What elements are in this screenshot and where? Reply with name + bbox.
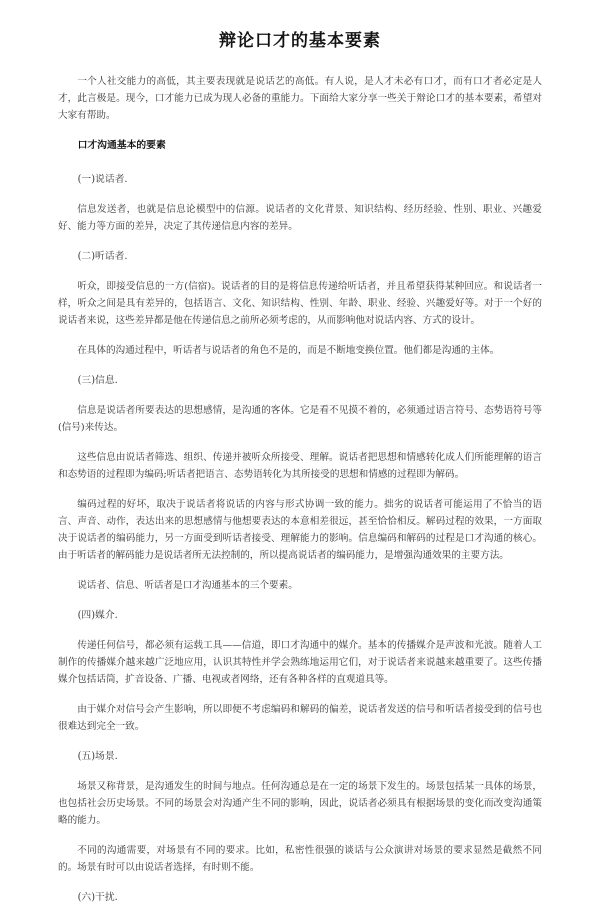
body-paragraph: 信息发送者，也就是信息论模型中的信源。说话者的文化背景、知识结构、经历经验、性别、职业、兴趣爱好、能力等方面的差异，决定了其传递信息内容的差异。 (58, 204, 542, 232)
subsection-heading: (三)信息. (77, 375, 118, 386)
body-paragraph: 编码过程的好坏，取决于说话者将说话的内容与形式协调一致的能力。拙劣的说话者可能运用了不恰当的语言、声音、动作，表达出来的思想感情与他想要表达的本意相差很远，甚至恰恰相反。解码过程的效果，一方面取决于说话者的编码能力，另一方面受到听话者接受、理解能力的影响。信息编码和解码的过程是口才沟通的核心。由于听话者的解码能力是说话者所无法控制的，所以提高说话者的编码能力，是增强沟通效果的主要方法。 (58, 499, 542, 561)
section-heading: 口才沟通基本的要素 (77, 140, 166, 151)
body-paragraph: 听众，即接受信息的一方(信宿)。说话者的目的是将信息传递给听话者，并且希望获得某种回应。和说话者一样，听众之间是具有差异的，包括语言、文化、知识结构、性别、年龄、职业、经验、兴趣爱好等。对于一个好的说话者来说，这些差异都是他在传递信息之前所必须考虑的，从而影响他对说话内容、方式的设计。 (58, 281, 542, 326)
body-paragraph: 在具体的沟通过程中，听话者与说话者的角色不是的，而是不断地变换位置。他们都是沟通的主体。 (77, 345, 500, 356)
subsection-heading: (一)说话者. (77, 174, 128, 185)
subsection-heading: (四)媒介. (77, 610, 118, 621)
body-paragraph: 不同的沟通需要，对场景有不同的要求。比如，私密性很强的谈话与公众演讲对场景的要求显然是截然不同的。场景有时可以由说话者选择，有时则不能。 (58, 845, 542, 873)
body-paragraph: 场景又称背景，是沟通发生的时间与地点。任何沟通总是在一定的场景下发生的。场景包括某一具体的场景，也包括社会历史场景。不同的场景会对沟通产生不同的影响，因此，说话者必须具有根据场景的变化而改变沟通策略的能力。 (58, 781, 542, 826)
body-paragraph: 说话者、信息、听话者是口才沟通基本的三个要素。 (77, 580, 298, 591)
subsection-heading: (五)场景. (77, 751, 118, 762)
intro-paragraph: 一个人社交能力的高低，其主要表现就是说话艺的高低。有人说，是人才未必有口才，而有口才者必定是人才，此言极是。现今，口才能力已成为现人必备的重能力。下面给大家分享一些关于辩论口才的基本要素，希望对大家有帮助。 (58, 76, 542, 121)
body-paragraph: 由于媒介对信号会产生影响，所以即便不考虑编码和解码的偏差，说话者发送的信号和听话者接受到的信号也很难达到完全一致。 (58, 704, 542, 732)
body-paragraph: 传递任何信号，都必须有运载工具——信道，即口才沟通中的媒介。基本的传播媒介是声波和光波。随着人工制作的传播媒介越来越广泛地应用，认识其特性并学会熟练地运用它们，对于说话者来说越来越重要了。这些传播媒介包括话筒，扩音设备、广播、电视或者网络，还有各种各样的直观道具等。 (58, 640, 542, 685)
body-paragraph: 信息是说话者所要表达的思想感情，是沟通的客体。它是看不见摸不着的，必须通过语言符号、态势语符号等(信号)来传达。 (58, 405, 542, 433)
subsection-heading: (六)干扰. (77, 892, 118, 903)
body-paragraph: 这些信息由说话者筛选、组织、传递并被听众所接受、理解。说话者把思想和情感转化成人们所能理解的语言和态势语的过程即为编码;听话者把语言、态势语转化为其所接受的思想和情感的过程即为解码。 (58, 452, 542, 480)
page-title: 辩论口才的基本要素 (219, 31, 381, 51)
subsection-heading: (二)听话者. (77, 251, 128, 262)
content-blocks (58, 171, 542, 906)
